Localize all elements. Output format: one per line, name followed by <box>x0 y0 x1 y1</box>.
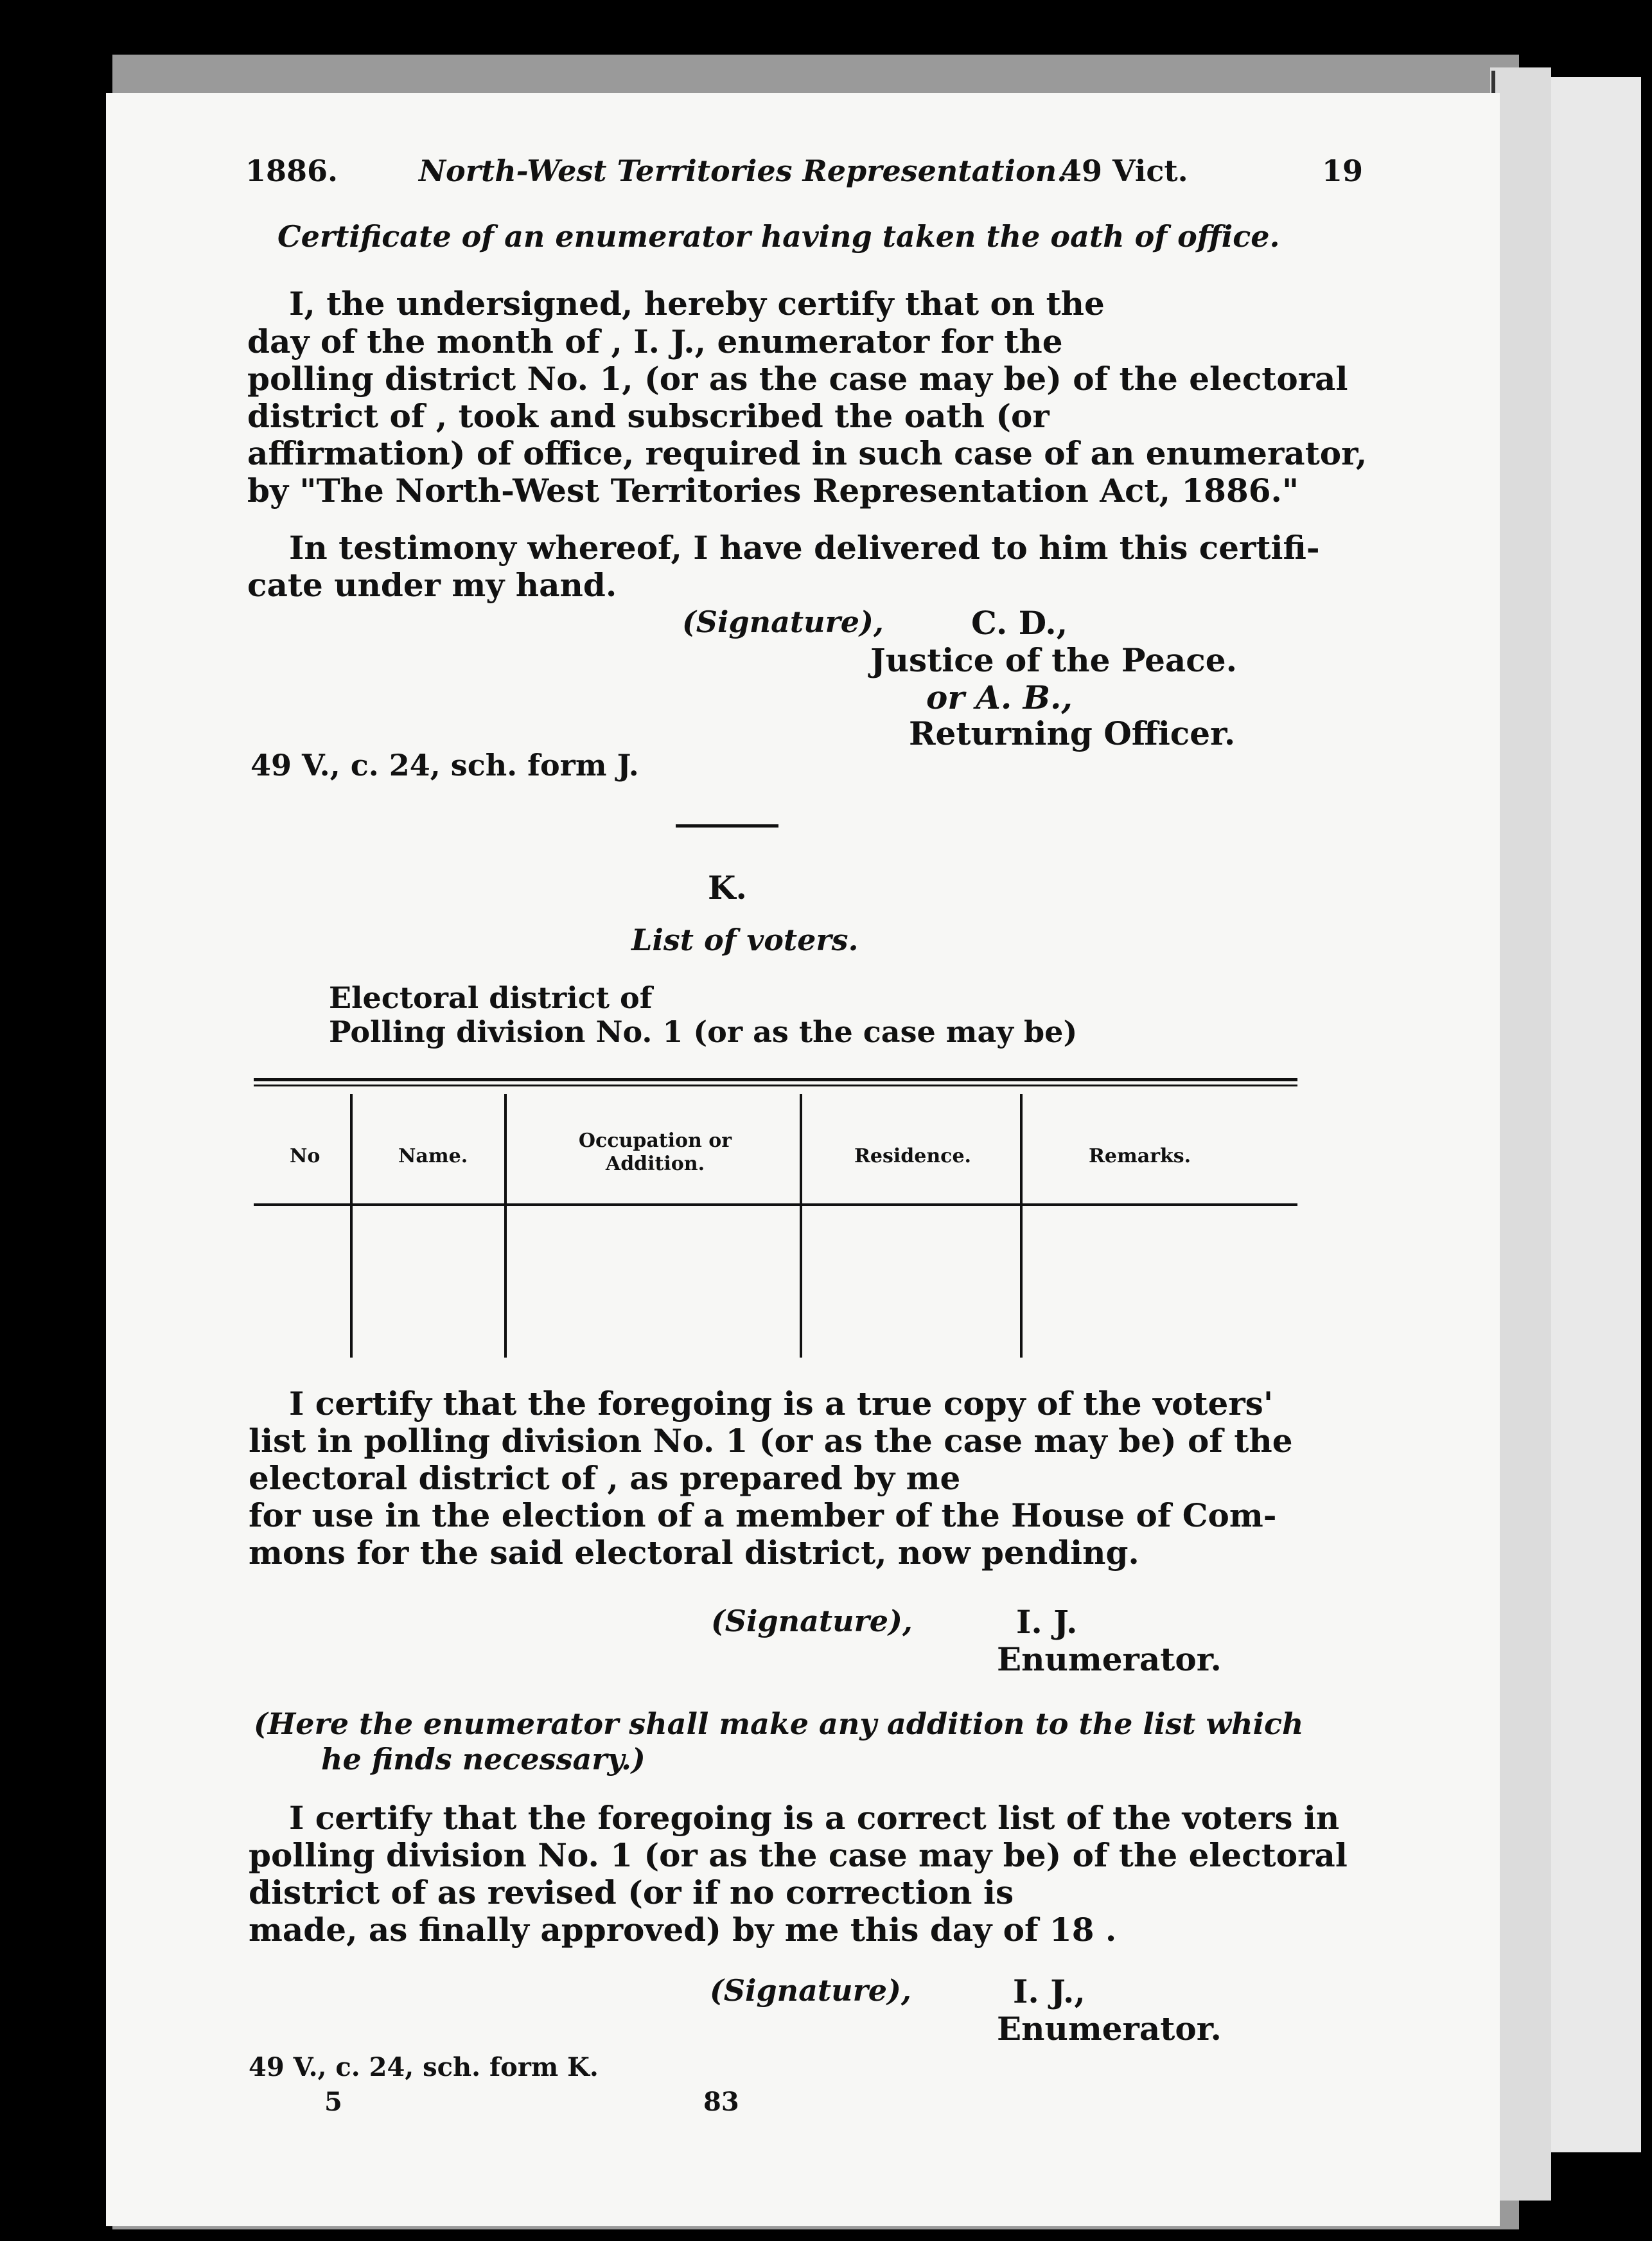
table-header-rule <box>254 1203 1297 1206</box>
table-top-rule <box>254 1078 1297 1081</box>
note-line-2: he finds necessary.) <box>321 1742 646 1776</box>
form-j-line-3: polling district No. 1, (or as the case may be) of the electoral <box>247 360 1348 398</box>
enumerator-title-2: Enumerator. <box>997 2010 1222 2048</box>
form-j-citation: 49 V., c. 24, sch. form J. <box>250 748 639 783</box>
form-k-signature-label-2: (Signature), <box>710 1973 911 2008</box>
signature-mark: 5 <box>324 2087 342 2117</box>
table-top-rule-2 <box>254 1085 1297 1086</box>
enumerator-title: Enumerator. <box>997 1640 1222 1678</box>
certify-1-line-2: list in polling division No. 1 (or as the case may be) of the <box>249 1422 1293 1460</box>
form-j-line-2: day of the month of , I. J., enumerator for the <box>247 323 1063 360</box>
column-header-occupation: Occupation or Addition. <box>578 1129 732 1175</box>
page-number: 19 <box>1322 154 1364 188</box>
column-header-no: No <box>290 1145 321 1167</box>
form-j-signer-1-title: Justice of the Peace. <box>870 641 1237 679</box>
certify-1-line-1: I certify that the foregoing is a true copy of the voters' <box>289 1385 1274 1422</box>
table-column-line <box>350 1094 353 1358</box>
certify-2-line-3: district of as revised (or if no correction is <box>249 1873 1014 1911</box>
form-k-signature-label: (Signature), <box>711 1604 913 1638</box>
certify-1-line-3: electoral district of , as prepared by me <box>249 1459 961 1497</box>
enumerator-initials: I. J. <box>1016 1603 1078 1641</box>
header-regnal: 49 Vict. <box>1061 154 1188 188</box>
form-j-signer-1: C. D., <box>971 604 1068 642</box>
form-j-line-5: affirmation) of office, required in such case of an enumerator, <box>247 434 1367 472</box>
header-title: North-West Territories Representation. <box>419 154 1068 188</box>
certify-2-line-1: I certify that the foregoing is a correct list of the voters in <box>289 1799 1340 1837</box>
testimony-line-1: In testimony whereof, I have delivered to him this certifi- <box>289 529 1320 567</box>
electoral-district-line: Electoral district of <box>329 980 653 1015</box>
certify-2-line-4: made, as finally approved) by me this day of 18 . <box>249 1911 1117 1949</box>
form-j-signer-2-title: Returning Officer. <box>909 714 1236 752</box>
column-header-name: Name. <box>398 1145 468 1167</box>
certify-2-line-2: polling division No. 1 (or as the case may be) of the electoral <box>249 1836 1348 1874</box>
form-j-signature-label: (Signature), <box>682 605 884 639</box>
table-column-line <box>504 1094 507 1358</box>
certify-1-line-5: mons for the said electoral district, now pending. <box>249 1534 1139 1572</box>
form-j-heading: Certificate of an enumerator having taken the oath of office. <box>277 219 1280 254</box>
form-k-heading: List of voters. <box>631 923 859 957</box>
section-rule <box>676 824 778 828</box>
enumerator-initials-2: I. J., <box>1013 1972 1085 2010</box>
form-j-line-1: I, the undersigned, hereby certify that on the <box>289 285 1105 323</box>
polling-division-line: Polling division No. 1 (or as the case may be) <box>329 1014 1078 1049</box>
column-header-remarks: Remarks. <box>1089 1145 1191 1167</box>
table-column-line <box>1020 1094 1023 1358</box>
form-k-citation: 49 V., c. 24, sch. form K. <box>249 2052 599 2082</box>
testimony-line-2: cate under my hand. <box>247 566 617 604</box>
document-page <box>106 93 1500 2226</box>
certify-1-line-4: for use in the election of a member of the House of Com- <box>249 1496 1277 1534</box>
table-column-line <box>800 1094 802 1358</box>
column-header-residence: Residence. <box>854 1145 971 1167</box>
form-k-letter: K. <box>708 869 747 907</box>
form-j-line-4: district of , took and subscribed the oath (or <box>247 397 1050 435</box>
form-j-line-6: by "The North-West Territories Representation Act, 1886." <box>247 472 1299 509</box>
form-j-or-label: or A. B., <box>926 678 1073 716</box>
header-year: 1886. <box>245 154 338 188</box>
sheet-number: 83 <box>703 2087 739 2117</box>
note-line-1: (Here the enumerator shall make any addition to the list which <box>254 1706 1304 1741</box>
